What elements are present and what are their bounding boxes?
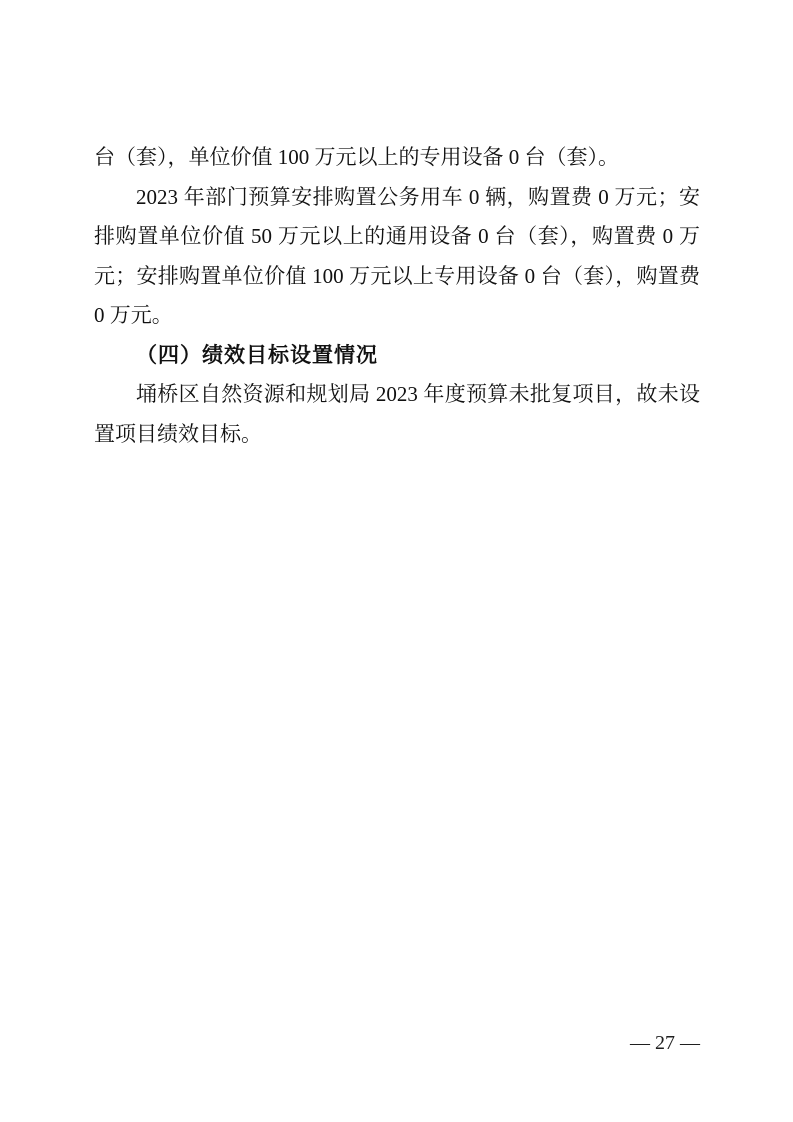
paragraph-special-equipment-continuation: 台（套），单位价值 100 万元以上的专用设备 0 台（套）。	[94, 145, 619, 169]
paragraph-2023-budget-vehicle-equipment: 2023 年部门预算安排购置公务用车 0 辆，购置费 0 万元；安排购置单位价值 50 万元以上的通用设备 0 台（套），购置费 0 万元；安排购置单位价值 100 万元以上专用设备 0 台（套），购置费 0 万元。	[94, 184, 700, 327]
section-heading-performance-goal-setting: （四）绩效目标设置情况	[136, 343, 378, 367]
paragraph-performance-goal-note: 埇桥区自然资源和规划局 2023 年度预算未批复项目，故未设置项目绩效目标。	[94, 382, 700, 446]
document-body	[94, 138, 700, 454]
page-number: — 27 —	[630, 1032, 700, 1054]
